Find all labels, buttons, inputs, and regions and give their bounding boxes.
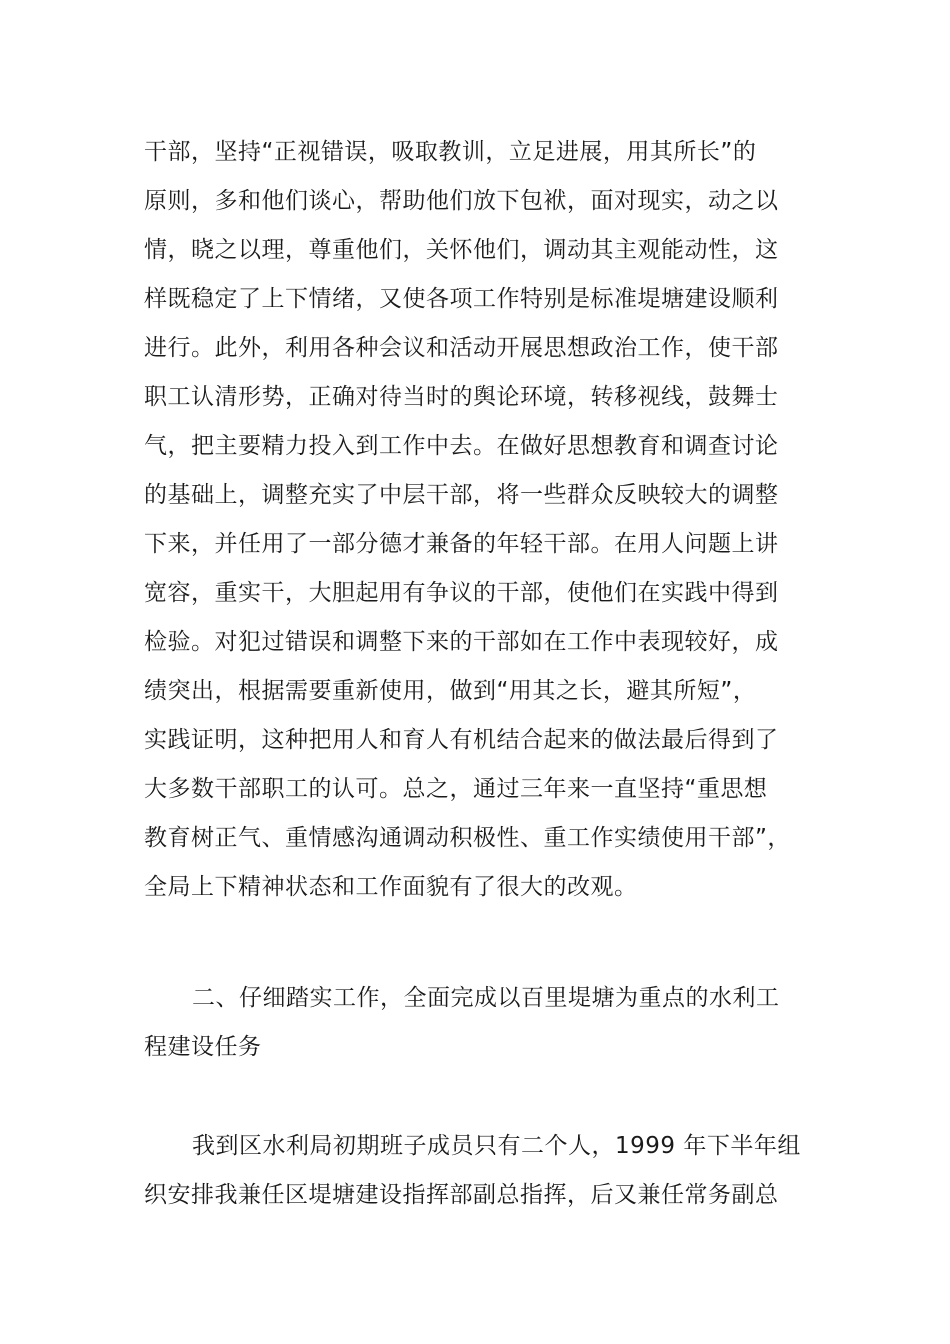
- text-line: 下来，并任用了一部分德才兼备的年轻干部。在用人问题上讲: [144, 531, 779, 557]
- text-line: 的基础上，调整充实了中层干部，将一些群众反映较大的调整: [144, 482, 779, 508]
- text-line: 职工认清形势，正确对待当时的舆论环境，转移视线，鼓舞士: [144, 384, 779, 410]
- text-line: 检验。对犯过错误和调整下来的干部如在工作中表现较好，成: [144, 629, 779, 655]
- text-line: 气，把主要精力投入到工作中去。在做好思想教育和调查讨论: [144, 433, 779, 459]
- text-line: 大多数干部职工的认可。总之，通过三年来一直坚持“重思想: [144, 776, 768, 802]
- heading-line: 程建设任务: [144, 1034, 262, 1060]
- text-line: 样既稳定了上下情绪，又使各项工作特别是标准堤塘建设顺利: [144, 286, 779, 312]
- heading-line: 二、仔细踏实工作，全面完成以百里堤塘为重点的水利工: [192, 985, 780, 1011]
- text-line: 干部，坚持“正视错误，吸取教训，立足进展，用其所长”的: [144, 139, 757, 165]
- text-line: 织安排我兼任区堤塘建设指挥部副总指挥，后又兼任常务副总: [144, 1182, 779, 1208]
- text-line: 进行。此外，利用各种会议和活动开展思想政治工作，使干部: [144, 335, 779, 361]
- text-line: 教育树正气、重情感沟通调动积极性、重工作实绩使用干部”，: [144, 825, 791, 851]
- text-line: 宽容，重实干，大胆起用有争议的干部，使他们在实践中得到: [144, 580, 779, 606]
- text-line: 原则，多和他们谈心，帮助他们放下包袱，面对现实，动之以: [144, 188, 779, 214]
- text-line: 实践证明，这种把用人和育人有机结合起来的做法最后得到了: [144, 727, 779, 753]
- text-line: 全局上下精神状态和工作面貌有了很大的改观。: [144, 874, 638, 900]
- text-line: 情，晓之以理，尊重他们，关怀他们，调动其主观能动性，这: [144, 237, 779, 263]
- text-line: 我到区水利局初期班子成员只有二个人，1999 年下半年组: [192, 1133, 801, 1159]
- text-line: 绩突出，根据需要重新使用，做到“用其之长，避其所短”，: [144, 678, 757, 704]
